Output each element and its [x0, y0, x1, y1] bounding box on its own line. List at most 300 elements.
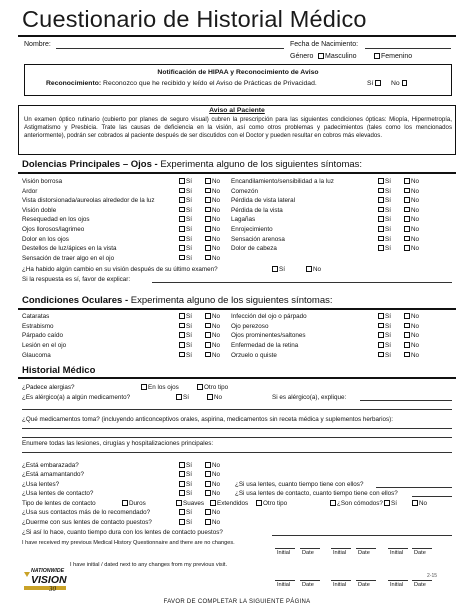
symptom-item-no[interactable] [404, 352, 419, 359]
yes-label: Sí [186, 519, 192, 526]
checkbox-icon[interactable] [205, 471, 211, 477]
allergy-in-eyes-option[interactable] [141, 384, 179, 391]
no-label: No [212, 226, 221, 233]
page-code: 2-15 [427, 573, 438, 579]
symptom-item-yes[interactable] [179, 178, 192, 185]
no-label: No [212, 351, 221, 359]
initial-label: Initial [333, 550, 347, 556]
checkbox-icon[interactable] [318, 53, 324, 59]
symptom-item-yes[interactable] [179, 245, 192, 252]
explain-if-yes-label: Si es alérgico(a), explique: [272, 394, 347, 401]
yes-label: Sí [385, 351, 391, 359]
initial-date-field[interactable] [300, 548, 320, 549]
symptom-item-no[interactable] [205, 226, 220, 233]
symptom-item: Pérdida de vista lateral [231, 197, 296, 205]
symptom-item-no[interactable] [404, 188, 419, 195]
checkbox-icon[interactable] [179, 178, 185, 184]
gender-female-option[interactable] [374, 53, 412, 61]
symptom-item-no[interactable] [404, 226, 419, 233]
symptom-item-no[interactable] [404, 207, 419, 214]
initial-date-field[interactable] [412, 580, 432, 581]
checkbox-icon[interactable] [205, 216, 211, 222]
initial-dated-text: I have initial / dated next to any changes from my previous visit. [70, 562, 228, 568]
checkbox-icon[interactable] [330, 500, 336, 506]
checkbox-icon[interactable] [306, 266, 312, 272]
yes-label: Sí [186, 245, 192, 253]
ack-text: Reconozco que he recibido y leído el Aviso de Prácticas de Privacidad. [103, 80, 317, 87]
logo-top-text: NATIONWIDE [31, 568, 65, 574]
yes-label: Sí [385, 206, 391, 214]
checkbox-icon[interactable] [374, 53, 380, 59]
hipaa-heading: Notificación de HIPAA y Reconocimiento de Aviso [157, 69, 319, 76]
yes-label: Sí [385, 197, 391, 205]
yes-label: Sí [186, 235, 192, 243]
symptom-item-yes[interactable] [378, 216, 391, 223]
no-label: No [411, 245, 420, 253]
lens-hard-option[interactable] [122, 500, 146, 507]
checkbox-icon[interactable] [256, 500, 262, 506]
how-long-field[interactable] [272, 535, 452, 536]
name-label: Nombre: [24, 41, 51, 48]
checkbox-icon[interactable] [404, 188, 410, 194]
history-question: ¿Duerme con sus lentes de contacto puestos? [22, 519, 152, 526]
symptom-item-yes[interactable] [378, 226, 391, 233]
symptom-item-yes[interactable] [179, 197, 192, 204]
checkbox-icon[interactable] [404, 313, 410, 319]
soft-label: Suaves [183, 500, 205, 507]
symptom-item: Orzuelo o quiste [231, 351, 277, 359]
male-label: Masculino [325, 53, 357, 60]
initial-label: Initial [390, 582, 404, 588]
checkbox-icon[interactable] [179, 352, 185, 358]
symptom-item-no[interactable] [205, 245, 220, 252]
symptom-item-no[interactable] [404, 197, 419, 204]
initial-date-field[interactable] [331, 548, 351, 549]
date-label: Date [302, 582, 314, 588]
extended-label: Extendidos [217, 500, 249, 507]
yes-label: Sí [186, 226, 192, 233]
checkbox-icon[interactable] [378, 352, 384, 358]
checkbox-icon[interactable] [378, 323, 384, 329]
checkbox-icon[interactable] [122, 500, 128, 506]
symptom-item-no[interactable] [205, 313, 220, 320]
symptom-item-yes[interactable] [378, 178, 391, 185]
symptom-item-yes[interactable] [179, 255, 192, 262]
checkbox-icon[interactable] [179, 462, 185, 468]
checkbox-icon[interactable] [205, 342, 211, 348]
checkbox-icon[interactable] [179, 255, 185, 261]
yes-label: Sí [385, 187, 391, 195]
med-allergy-question: ¿Es alérgico(a) a algún medicamento? [22, 394, 131, 401]
yes-label: Sí [186, 178, 192, 185]
symptom-item-yes[interactable] [378, 245, 391, 252]
symptom-item: Resequedad en los ojos [22, 216, 90, 224]
symptom-item: Lesión en el ojo [22, 342, 67, 350]
checkbox-icon[interactable] [179, 216, 185, 222]
symptom-item-yes[interactable] [378, 236, 391, 243]
history-question-yes[interactable] [179, 490, 192, 497]
checkbox-icon[interactable] [179, 342, 185, 348]
checkbox-icon[interactable] [179, 197, 185, 203]
symptom-item-no[interactable] [205, 216, 220, 223]
no-label: No [212, 519, 221, 526]
symptom-item-no[interactable] [205, 323, 220, 330]
no-label: No [212, 342, 221, 350]
initial-date-field[interactable] [331, 580, 351, 581]
checkbox-icon[interactable] [378, 216, 384, 222]
checkbox-icon[interactable] [179, 188, 185, 194]
symptom-item-yes[interactable] [378, 352, 391, 359]
symptom-item-no[interactable] [404, 323, 419, 330]
history-question-no[interactable] [205, 519, 220, 526]
date-label: Date [302, 550, 314, 556]
no-label: No [411, 216, 420, 224]
history-heading [22, 366, 95, 377]
symptom-item-yes[interactable] [378, 207, 391, 214]
history-heading-text: Historial Médico [22, 365, 96, 376]
history-question-yes[interactable] [179, 471, 192, 478]
history-question-yes[interactable] [179, 519, 192, 526]
notice-heading: Aviso al Paciente [209, 107, 265, 114]
checkbox-icon[interactable] [404, 332, 410, 338]
symptom-item-yes[interactable] [179, 352, 192, 359]
checkbox-icon[interactable] [378, 226, 384, 232]
yes-label: Sí [186, 332, 192, 340]
symptom-item-no[interactable] [404, 236, 419, 243]
history-question-yes[interactable] [179, 481, 192, 488]
history-question-yes[interactable] [179, 509, 192, 516]
checkbox-icon[interactable] [205, 178, 211, 184]
checkbox-icon[interactable] [205, 323, 211, 329]
checkbox-icon[interactable] [404, 342, 410, 348]
symptom-item-no[interactable] [404, 332, 419, 339]
answer-line[interactable] [22, 409, 452, 410]
checkbox-icon[interactable] [179, 481, 185, 487]
eye-conditions-heading-bold: Condiciones Oculares - [22, 295, 129, 306]
symptom-item: Enfermedad de la retina [231, 342, 299, 350]
date-label: Date [358, 582, 370, 588]
hard-label: Duros [129, 500, 146, 507]
no-label: No [212, 471, 221, 478]
logo-main-text: VISION [31, 574, 67, 586]
checkbox-icon[interactable] [205, 509, 211, 515]
checkbox-icon[interactable] [272, 266, 278, 272]
checkbox-icon[interactable] [402, 80, 408, 86]
how-long-question: ¿Si así lo hace, cuanto tiempo dura con los lentes de contacto puestos? [22, 529, 223, 536]
section-divider [18, 377, 456, 379]
contacts-how-long-field[interactable] [412, 496, 452, 497]
checkbox-icon[interactable] [205, 481, 211, 487]
lens-soft-option[interactable] [176, 500, 204, 507]
no-label: No [212, 197, 221, 205]
checkbox-icon[interactable] [179, 207, 185, 213]
no-label: No [212, 254, 221, 262]
checkbox-icon[interactable] [207, 394, 213, 400]
yes-label: Sí [186, 342, 192, 350]
initial-date-field[interactable] [388, 580, 408, 581]
checkbox-icon[interactable] [179, 236, 185, 242]
symptom-item: Ardor [22, 187, 38, 195]
no-label: No [214, 394, 223, 401]
yes-label: Sí [186, 216, 192, 224]
checkbox-icon[interactable] [205, 332, 211, 338]
checkbox-icon[interactable] [176, 500, 182, 506]
checkbox-icon[interactable] [205, 255, 211, 261]
symptom-item: Vista distorsionada/aureolas alrededor de la luz [22, 197, 155, 205]
comfortable-yes[interactable] [384, 500, 397, 507]
no-label: No [411, 342, 420, 350]
vision-change-no[interactable] [306, 266, 321, 273]
yes-label: Sí [385, 313, 391, 320]
initial-date-field[interactable] [300, 580, 320, 581]
history-question-no[interactable] [205, 509, 220, 516]
comfortable-no[interactable] [412, 500, 427, 507]
answer-line[interactable] [22, 452, 452, 453]
checkbox-icon[interactable] [384, 500, 390, 506]
initial-label: Initial [277, 550, 291, 556]
symptom-item: Encandilamiento/sensibilidad a la luz [231, 178, 334, 185]
checkbox-icon[interactable] [404, 236, 410, 242]
symptom-item-yes[interactable] [378, 313, 391, 320]
section-divider [18, 308, 456, 310]
glasses-how-long-field[interactable] [376, 487, 452, 488]
checkbox-icon[interactable] [179, 509, 185, 515]
explain-field[interactable] [152, 282, 452, 283]
eye-conditions-heading [22, 296, 333, 307]
initial-date-field[interactable] [412, 548, 432, 549]
lens-other-option[interactable] [256, 500, 287, 507]
checkbox-icon[interactable] [179, 323, 185, 329]
symptom-item-no[interactable] [205, 236, 220, 243]
checkbox-icon[interactable] [378, 197, 384, 203]
symptom-item-no[interactable] [205, 188, 220, 195]
no-label: No [411, 187, 420, 195]
checkbox-icon[interactable] [404, 245, 410, 251]
symptom-item-yes[interactable] [378, 323, 391, 330]
checkbox-icon[interactable] [179, 490, 185, 496]
symptom-item-yes[interactable] [179, 313, 192, 320]
symptom-item-yes[interactable] [378, 342, 391, 349]
hipaa-ack [46, 80, 317, 88]
symptom-item-yes[interactable] [378, 332, 391, 339]
symptom-item-no[interactable] [205, 352, 220, 359]
yes-label: Sí [385, 178, 391, 185]
symptom-item: Visión borrosa [22, 178, 63, 185]
allergy-other-option[interactable] [197, 384, 228, 391]
checkbox-icon[interactable] [375, 80, 381, 86]
yes-label: Sí [186, 313, 192, 320]
in-eyes-label: En los ojos [148, 384, 179, 391]
answer-line[interactable] [22, 437, 452, 438]
history-question: ¿Usa lentes? [22, 481, 60, 488]
checkbox-icon[interactable] [179, 471, 185, 477]
yes-label: Sí [385, 342, 391, 350]
vision-change-yes[interactable] [272, 266, 285, 273]
checkbox-icon[interactable] [404, 226, 410, 232]
symptom-item-yes[interactable] [179, 226, 192, 233]
checkbox-icon[interactable] [378, 188, 384, 194]
symptom-item: Estrabismo [22, 322, 54, 330]
gender-male-option[interactable] [318, 53, 357, 61]
medications-question: ¿Qué medicamentos toma? (incluyendo anticonceptivos orales, aspirina, medicamentos sin receta médica y suplementos herbarios): [22, 416, 393, 423]
checkbox-icon[interactable] [205, 313, 211, 319]
initial-date-field[interactable] [356, 580, 376, 581]
no-label: No [411, 178, 420, 185]
checkbox-icon[interactable] [378, 207, 384, 213]
name-field[interactable] [56, 48, 284, 49]
symptom-item-yes[interactable] [179, 216, 192, 223]
dob-field[interactable] [365, 48, 451, 49]
checkbox-icon[interactable] [179, 519, 185, 525]
checkbox-icon[interactable] [378, 236, 384, 242]
symptom-item-no[interactable] [404, 245, 419, 252]
symptom-item: Cataratas [22, 313, 50, 320]
symptom-item-no[interactable] [205, 332, 220, 339]
checkbox-icon[interactable] [205, 352, 211, 358]
history-question-yes[interactable] [179, 462, 192, 469]
checkbox-icon[interactable] [412, 500, 418, 506]
hipaa-no-option[interactable] [391, 80, 409, 88]
checkbox-icon[interactable] [404, 352, 410, 358]
symptom-item-yes[interactable] [179, 332, 192, 339]
yes-label: Sí [186, 490, 192, 497]
history-question: ¿Usa sus contactos más de lo recomendado? [22, 509, 151, 516]
initial-date-field[interactable] [356, 548, 376, 549]
checkbox-icon[interactable] [205, 462, 211, 468]
no-label: No [212, 206, 221, 214]
comfortable-question [330, 500, 383, 507]
checkbox-icon[interactable] [404, 207, 410, 213]
svg-text:30: 30 [49, 585, 56, 593]
yes-label: Sí [186, 351, 192, 359]
continue-text: FAVOR DE COMPLETAR LA SIGUIENTE PÁGINA [163, 599, 311, 605]
checkbox-icon[interactable] [210, 500, 216, 506]
initial-label: Initial [333, 582, 347, 588]
initial-date-field[interactable] [388, 548, 408, 549]
symptom-item-no[interactable] [205, 342, 220, 349]
date-label: Date [414, 582, 426, 588]
symptom-item: Párpado caído [22, 332, 63, 340]
checkbox-icon[interactable] [378, 245, 384, 251]
checkbox-icon[interactable] [179, 332, 185, 338]
checkbox-icon[interactable] [205, 236, 211, 242]
med-allergy-yes[interactable] [176, 394, 189, 401]
symptom-item-no[interactable] [404, 216, 419, 223]
yes-label: Sí [385, 322, 391, 330]
checkbox-icon[interactable] [205, 226, 211, 232]
symptom-item: Ojos llorosos/lagrimeo [22, 226, 85, 233]
checkbox-icon[interactable] [176, 394, 182, 400]
glasses-how-long: ¿Si usa lentes, cuanto tiempo tiene con ellos? [235, 481, 364, 488]
no-label: No [212, 462, 221, 469]
symptom-item-yes[interactable] [179, 188, 192, 195]
symptom-item-yes[interactable] [179, 342, 192, 349]
initial-date-field[interactable] [275, 580, 295, 581]
no-label: No [212, 245, 221, 253]
no-label: No [411, 313, 420, 320]
ack-label: Reconocimiento: [46, 80, 102, 87]
symptom-item-no[interactable] [205, 255, 220, 262]
checkbox-icon[interactable] [205, 490, 211, 496]
symptom-item-no[interactable] [404, 178, 419, 185]
checkbox-icon[interactable] [179, 313, 185, 319]
yes-label: Sí [186, 509, 192, 516]
eye-complaints-heading-bold: Dolencias Principales – Ojos - [22, 159, 158, 170]
checkbox-icon[interactable] [378, 342, 384, 348]
date-label: Date [358, 550, 370, 556]
no-label: No [212, 490, 221, 497]
symptom-item-yes[interactable] [179, 207, 192, 214]
lens-extended-option[interactable] [210, 500, 248, 507]
hipaa-yes-option[interactable] [367, 80, 382, 88]
yes-label: Sí [186, 322, 192, 330]
med-allergy-no[interactable] [207, 394, 222, 401]
yes-label: Sí [186, 197, 192, 205]
symptom-item-yes[interactable] [378, 188, 391, 195]
symptom-item: Pérdida de la vista [231, 206, 283, 214]
no-label: No [411, 351, 420, 359]
explain-allergy-field[interactable] [360, 400, 452, 401]
checkbox-icon[interactable] [205, 197, 211, 203]
checkbox-icon[interactable] [378, 332, 384, 338]
checkbox-icon[interactable] [179, 245, 185, 251]
checkbox-icon[interactable] [404, 197, 410, 203]
page-title: Cuestionario de Historial Médico [22, 6, 367, 32]
no-label: No [411, 226, 420, 233]
no-label: No [212, 332, 221, 340]
symptom-item-yes[interactable] [179, 323, 192, 330]
checkbox-icon[interactable] [205, 188, 211, 194]
symptom-item-yes[interactable] [378, 197, 391, 204]
yes-label: Sí [186, 462, 192, 469]
symptom-item-no[interactable] [205, 178, 220, 185]
history-question: ¿Usa lentes de contacto? [22, 490, 94, 497]
no-label: No [313, 266, 322, 273]
checkbox-icon[interactable] [404, 323, 410, 329]
checkbox-icon[interactable] [404, 178, 410, 184]
checkbox-icon[interactable] [179, 226, 185, 232]
checkbox-icon[interactable] [378, 178, 384, 184]
checkbox-icon[interactable] [378, 313, 384, 319]
checkbox-icon[interactable] [141, 384, 147, 390]
no-label: No [212, 509, 221, 516]
initial-date-field[interactable] [275, 548, 295, 549]
symptom-item: Enrojecimiento [231, 226, 273, 233]
no-label: No [212, 322, 221, 330]
history-question-no[interactable] [205, 490, 220, 497]
checkbox-icon[interactable] [404, 216, 410, 222]
symptom-item-yes[interactable] [179, 236, 192, 243]
symptom-item: Glaucoma [22, 351, 51, 359]
history-question-no[interactable] [205, 471, 220, 478]
history-question-no[interactable] [205, 462, 220, 469]
history-question-no[interactable] [205, 481, 220, 488]
symptom-item-no[interactable] [205, 197, 220, 204]
checkbox-icon[interactable] [205, 519, 211, 525]
symptom-item: Lagañas [231, 216, 256, 224]
no-label: No [411, 197, 420, 205]
checkbox-icon[interactable] [197, 384, 203, 390]
checkbox-icon[interactable] [205, 245, 211, 251]
symptom-item: Comezón [231, 187, 258, 195]
symptom-item-no[interactable] [404, 342, 419, 349]
answer-line[interactable] [22, 428, 452, 429]
checkbox-icon[interactable] [205, 207, 211, 213]
initial-label: Initial [390, 550, 404, 556]
symptom-item-no[interactable] [205, 207, 220, 214]
vision-change-question: ¿Ha habido algún cambio en su visión después de su último examen? [22, 266, 218, 273]
symptom-item-no[interactable] [404, 313, 419, 320]
